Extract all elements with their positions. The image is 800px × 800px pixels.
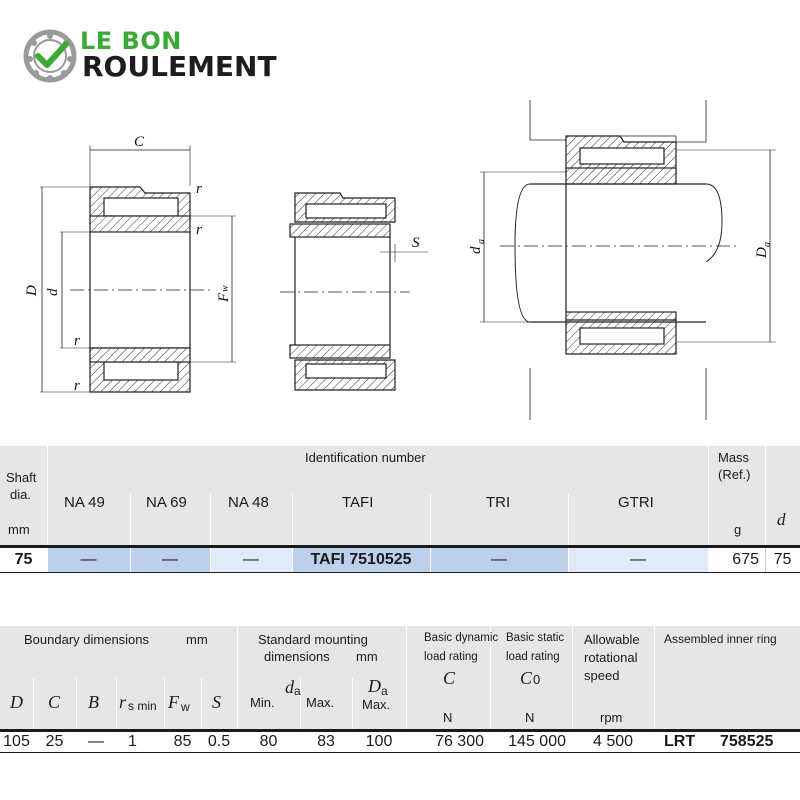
row-na69: — bbox=[130, 548, 210, 572]
label-Fw-sub: w bbox=[220, 285, 231, 292]
row-C: 25 bbox=[45, 733, 64, 750]
dim-Fw-sub: w bbox=[181, 700, 190, 714]
label-d: d bbox=[45, 288, 61, 296]
stat-label-2: load rating bbox=[506, 651, 560, 663]
brand-line2: ROULEMENT bbox=[82, 50, 277, 83]
row-d: 75 bbox=[773, 551, 792, 568]
stat-sym-sub: 0 bbox=[533, 672, 541, 687]
label-r4: r bbox=[74, 378, 80, 394]
label-Fw: F bbox=[216, 292, 232, 302]
shaft-label-2: dia. bbox=[10, 487, 31, 502]
stat-unit: N bbox=[525, 710, 535, 725]
label-da-sub: a bbox=[476, 239, 487, 244]
shaft-label-1: Shaft bbox=[6, 470, 37, 485]
mount-max: Max. bbox=[306, 695, 335, 710]
dim-rs: r bbox=[119, 692, 127, 712]
row-B: — bbox=[88, 733, 104, 750]
d-label: d bbox=[777, 510, 786, 529]
label-r2: r bbox=[196, 222, 202, 238]
label-S: S bbox=[412, 235, 420, 251]
dyn-label-2: load rating bbox=[424, 651, 478, 663]
boundary-title: Boundary dimensions bbox=[24, 632, 150, 647]
bearing-section-2 bbox=[280, 193, 428, 390]
table2-row bbox=[0, 732, 800, 752]
row-Da-max: 100 bbox=[365, 733, 393, 750]
shaft-unit: mm bbox=[8, 522, 30, 537]
row-tafi: TAFI 7510525 bbox=[292, 548, 430, 572]
dim-C: C bbox=[48, 692, 61, 712]
mounting-label-1: Standard mounting bbox=[258, 632, 368, 647]
col-tafi: TAFI bbox=[342, 494, 374, 511]
row-dyn: 76 300 bbox=[435, 733, 484, 750]
row-S: 0.5 bbox=[207, 733, 231, 750]
inner-title: Assembled inner ring bbox=[664, 632, 777, 646]
dyn-sym: C bbox=[443, 668, 456, 688]
mount-da-sub: a bbox=[294, 684, 301, 698]
row-da-max: 83 bbox=[317, 733, 335, 750]
boundary-unit: mm bbox=[186, 632, 208, 647]
label-da: d bbox=[468, 246, 484, 254]
label-r1: r bbox=[196, 181, 202, 197]
mount-min: Min. bbox=[250, 695, 275, 710]
speed-label-3: speed bbox=[584, 668, 620, 683]
dim-rs-sub: s min bbox=[128, 699, 157, 713]
label-D: D bbox=[24, 285, 40, 296]
label-Da: D bbox=[754, 247, 770, 258]
row-inner-num: 758525 bbox=[720, 733, 774, 750]
mounting-label-2: dimensions bbox=[264, 649, 330, 664]
row-Fw: 85 bbox=[173, 733, 192, 750]
row-stat: 145 000 bbox=[508, 733, 566, 750]
row-D: 105 bbox=[3, 733, 30, 750]
dim-S: S bbox=[212, 692, 221, 712]
dyn-label-1: Basic dynamic bbox=[424, 632, 499, 644]
bearing-section-1 bbox=[40, 145, 236, 392]
col-tri: TRI bbox=[486, 494, 511, 511]
stat-label-1: Basic static bbox=[506, 632, 565, 644]
mass-label-2: (Ref.) bbox=[718, 467, 751, 482]
speed-unit: rpm bbox=[600, 710, 623, 725]
label-Da-sub: a bbox=[762, 242, 773, 247]
table1-row bbox=[0, 548, 800, 572]
speed-label-2: rotational bbox=[584, 650, 638, 665]
mass-label-1: Mass bbox=[718, 450, 750, 465]
row-rs: 1 bbox=[128, 733, 137, 750]
label-r3: r bbox=[74, 333, 80, 349]
ident-title: Identification number bbox=[305, 450, 426, 465]
label-C: C bbox=[134, 134, 145, 150]
row-na48: — bbox=[210, 548, 292, 572]
col-gtri: GTRI bbox=[618, 494, 654, 511]
speed-label-1: Allowable bbox=[584, 632, 640, 647]
col-na48: NA 48 bbox=[228, 494, 269, 511]
mass-unit: g bbox=[734, 522, 742, 537]
row-da-min: 80 bbox=[259, 733, 278, 750]
mount-da: d bbox=[285, 677, 294, 697]
dim-Fw: F bbox=[168, 692, 179, 712]
dim-B: B bbox=[88, 692, 99, 712]
row-speed: 4 500 bbox=[592, 733, 634, 750]
bearing-check-icon bbox=[22, 28, 78, 84]
row-shaft: 75 bbox=[14, 551, 33, 568]
mount-Da-max: Max. bbox=[362, 697, 391, 712]
mount-Da-sub: a bbox=[381, 684, 388, 698]
col-na49: NA 49 bbox=[64, 494, 105, 511]
mount-Da: D bbox=[368, 676, 381, 696]
row-na49: — bbox=[47, 548, 130, 572]
dyn-unit: N bbox=[443, 710, 453, 725]
mounting-unit: mm bbox=[356, 649, 378, 664]
mounted-assembly bbox=[480, 100, 776, 420]
row-tri: — bbox=[430, 548, 568, 572]
bearing-drawing bbox=[0, 90, 800, 440]
stat-sym: C bbox=[520, 668, 533, 688]
row-inner-prefix: LRT bbox=[664, 733, 696, 750]
dim-D: D bbox=[10, 692, 23, 712]
row-mass: 675 bbox=[732, 551, 759, 568]
col-na69: NA 69 bbox=[146, 494, 187, 511]
brand-line1: LE BON bbox=[80, 27, 182, 55]
row-gtri: — bbox=[568, 548, 708, 572]
